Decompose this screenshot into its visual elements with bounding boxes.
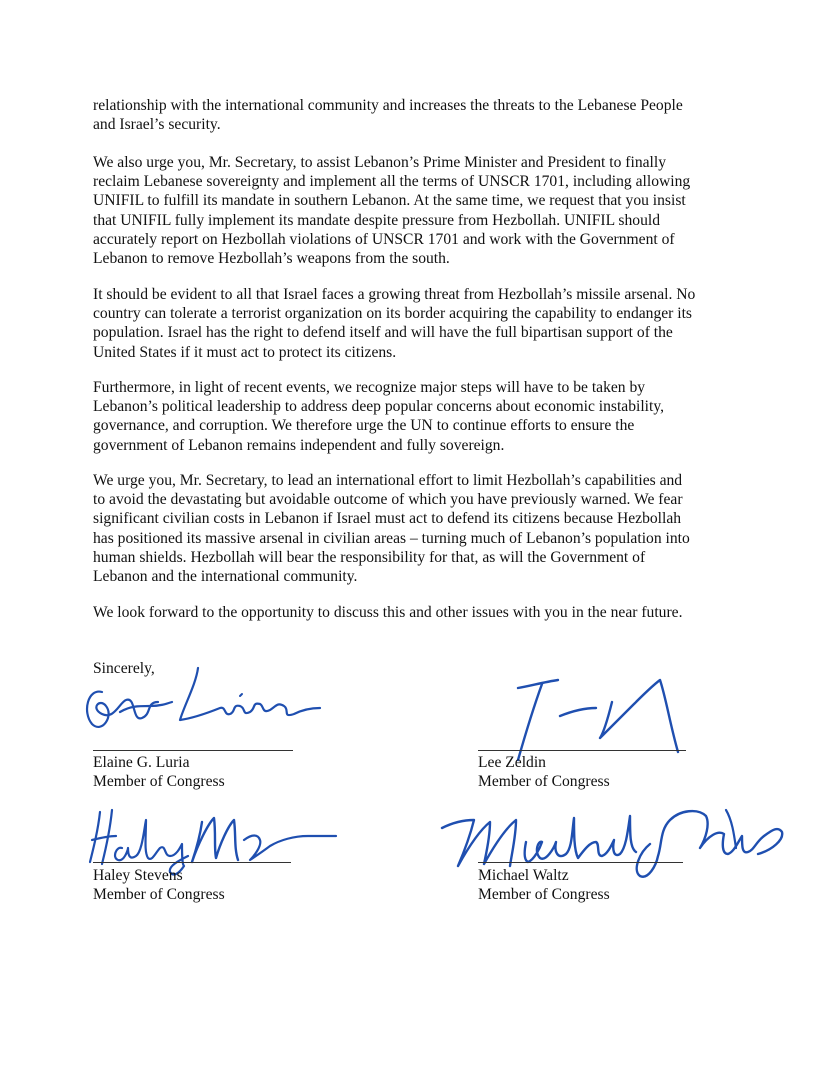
- text-line: to avoid the devastating but avoidable outcome of which you have previously warned. We fear: [93, 491, 683, 509]
- signatory-title: Member of Congress: [478, 773, 610, 790]
- signatory-zeldin: [478, 753, 610, 791]
- paragraph-6: [93, 603, 733, 622]
- text-line: It should be evident to all that Israel faces a growing threat from Hezbollah’s missile arsenal. No: [93, 286, 696, 303]
- signature-line: [478, 862, 683, 863]
- text-line: accurately report on Hezbollah violations of UNSCR 1701 and work with the Government of: [93, 230, 675, 248]
- text-line: Lebanon and the international community.: [93, 568, 358, 586]
- text-line: country can tolerate a terrorist organization on its border acquiring the capability to endanger its: [93, 305, 692, 323]
- paragraph-5: [93, 471, 733, 586]
- paragraph-4: [93, 378, 733, 455]
- text-line: Furthermore, in light of recent events, we recognize major steps will have to be taken by: [93, 379, 646, 396]
- text-line: government of Lebanon remains independent and fully sovereign.: [93, 436, 505, 454]
- text-line: has positioned its massive arsenal in civilian areas – turning much of Lebanon’s population into: [93, 529, 690, 547]
- text-line: reclaim Lebanese sovereignty and implement all the terms of UNSCR 1701, including allowing: [93, 173, 691, 191]
- signature-line: [478, 750, 686, 751]
- signatory-name: Michael Waltz: [478, 867, 569, 884]
- signatory-name: Lee Zeldin: [478, 754, 546, 771]
- text-line: relationship with the international community and increases the threats to the Lebanese People: [93, 97, 683, 114]
- text-line: UNIFIL to fulfill its mandate in southern Lebanon. At the same time, we request that you insist: [93, 192, 686, 210]
- paragraph-2: [93, 153, 733, 268]
- signatory-name: Haley Stevens: [93, 867, 183, 884]
- signature-luria: [80, 662, 330, 742]
- text-line: significant civilian costs in Lebanon if Israel must act to defend its citizens because Hezbollah: [93, 510, 682, 528]
- paragraph-1: [93, 96, 733, 134]
- signatory-stevens: [93, 866, 225, 904]
- signatory-luria: [93, 753, 225, 791]
- signatory-name: Elaine G. Luria: [93, 754, 190, 771]
- text-line: governance, and corruption. We therefore urge the UN to continue efforts to ensure the: [93, 417, 635, 435]
- text-line: and Israel’s security.: [93, 116, 221, 134]
- text-line: We urge you, Mr. Secretary, to lead an international effort to limit Hezbollah’s capabilities and: [93, 472, 683, 489]
- signatory-title: Member of Congress: [478, 886, 610, 903]
- signatory-title: Member of Congress: [93, 886, 225, 903]
- text-line: We look forward to the opportunity to discuss this and other issues with you in the near future.: [93, 604, 683, 621]
- paragraph-3: [93, 285, 733, 362]
- text-line: Lebanon’s political leadership to address deep popular concerns about economic instability,: [93, 398, 665, 416]
- closing-salutation: Sincerely,: [93, 660, 155, 677]
- text-line: that UNIFIL fully implement its mandate despite pressure from Hezbollah. UNIFIL should: [93, 211, 661, 229]
- text-line: We also urge you, Mr. Secretary, to assist Lebanon’s Prime Minister and President to finally: [93, 154, 667, 171]
- signatory-title: Member of Congress: [93, 773, 225, 790]
- signature-line: [93, 862, 291, 863]
- signature-line: [93, 750, 293, 751]
- text-line: Lebanon to remove Hezbollah’s weapons from the south.: [93, 250, 450, 268]
- text-line: human shields. Hezbollah will bear the responsibility for that, as will the Government of: [93, 548, 646, 566]
- text-line: population. Israel has the right to defend itself and will have the full bipartisan support of the: [93, 324, 673, 342]
- text-line: United States if it must act to protect its citizens.: [93, 343, 397, 361]
- signatory-waltz: [478, 866, 610, 904]
